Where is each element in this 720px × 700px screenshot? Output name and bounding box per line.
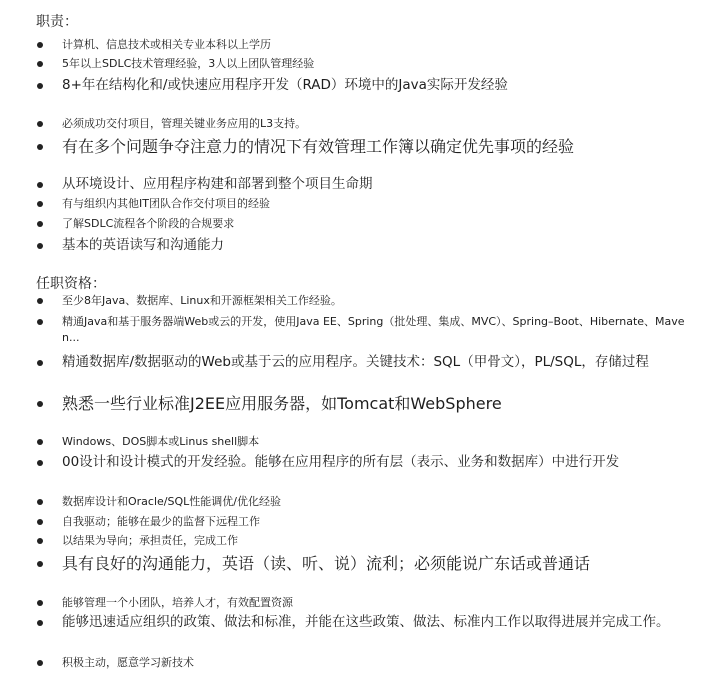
bullet-icon [37, 561, 43, 567]
duties-item-text: 有在多个问题争夺注意力的情况下有效管理工作簿以确定优先事项的经验 [62, 137, 575, 156]
qualifications-item-text: 自我驱动；能够在最少的监督下远程工作 [62, 515, 260, 528]
qualifications-item-text: 以结果为导向；承担责任，完成工作 [62, 534, 238, 547]
qualifications-item-text: 精通数据库/数据驱动的Web或基于云的应用程序。关键技术：SQL（甲骨文），PL/SQL，存储过程 [62, 354, 649, 370]
qualifications-item-text: 具有良好的沟通能力，英语（读、听、说）流利；必须能说广东话或普通话 [62, 554, 591, 573]
qualifications-item-text: 积极主动，愿意学习新技术 [62, 656, 194, 669]
bullet-icon [37, 620, 43, 626]
bullet-icon [37, 519, 43, 525]
duties-heading: 职责： [36, 14, 78, 30]
bullet-icon [37, 499, 43, 505]
qualifications-item-text: Windows、DOS脚本或Linus shell脚本 [62, 435, 260, 448]
bullet-icon [37, 42, 43, 48]
duties-item-text: 有与组织内其他IT团队合作交付项目的经验 [62, 197, 270, 210]
bullet-icon [37, 319, 43, 325]
bullet-icon [37, 182, 43, 188]
bullet-icon [37, 61, 43, 67]
bullet-icon [37, 201, 43, 207]
bullet-icon [37, 144, 43, 150]
bullet-icon [37, 401, 43, 407]
duties-item-text: 从环境设计、应用程序构建和部署到整个项目生命期 [62, 176, 373, 192]
bullet-icon [37, 360, 43, 366]
duties-item-text: 5年以上SDLC技术管理经验，3人以上团队管理经验 [62, 57, 315, 70]
qualifications-heading: 任职资格： [36, 276, 106, 292]
bullet-icon [37, 121, 43, 127]
bullet-icon [37, 460, 43, 466]
bullet-icon [37, 221, 43, 227]
bullet-icon [37, 538, 43, 544]
qualifications-item-text: 熟悉一些行业标准J2EE应用服务器，如Tomcat和WebSphere [62, 394, 502, 413]
bullet-icon [37, 660, 43, 666]
duties-item-text: 8+年在结构化和/或快速应用程序开发（RAD）环境中的Java实际开发经验 [62, 77, 508, 93]
duties-item-text: 必须成功交付项目，管理关键业务应用的L3支持。 [62, 117, 307, 130]
duties-item-text: 了解SDLC流程各个阶段的合规要求 [62, 217, 235, 230]
qualifications-item-text: 00设计和设计模式的开发经验。能够在应用程序的所有层（表示、业务和数据库）中进行开发 [62, 454, 620, 470]
bullet-icon [37, 298, 43, 304]
bullet-icon [37, 243, 43, 249]
qualifications-item-text: 至少8年Java、数据库、Linux和开源框架相关工作经验。 [62, 294, 342, 307]
qualifications-item-text: 数据库设计和Oracle/SQL性能调优/优化经验 [62, 495, 281, 508]
duties-item-text: 基本的英语读写和沟通能力 [62, 237, 224, 253]
qualifications-item-text: 精通Java和基于服务器端Web或云的开发，使用Java EE、Spring（批处理、集成、MVC）、Spring–Boot、Hibernate、Maven... [62, 315, 685, 344]
qualifications-item-text: 能够管理一个小团队，培养人才，有效配置资源 [62, 596, 293, 609]
duties-item-text: 计算机、信息技术或相关专业本科以上学历 [62, 38, 271, 51]
bullet-icon [37, 600, 43, 606]
bullet-icon [37, 439, 43, 445]
qualifications-item-text: 能够迅速适应组织的政策、做法和标准，并能在这些政策、做法、标准内工作以取得进展并完成工作。 [62, 614, 670, 630]
bullet-icon [37, 83, 43, 89]
